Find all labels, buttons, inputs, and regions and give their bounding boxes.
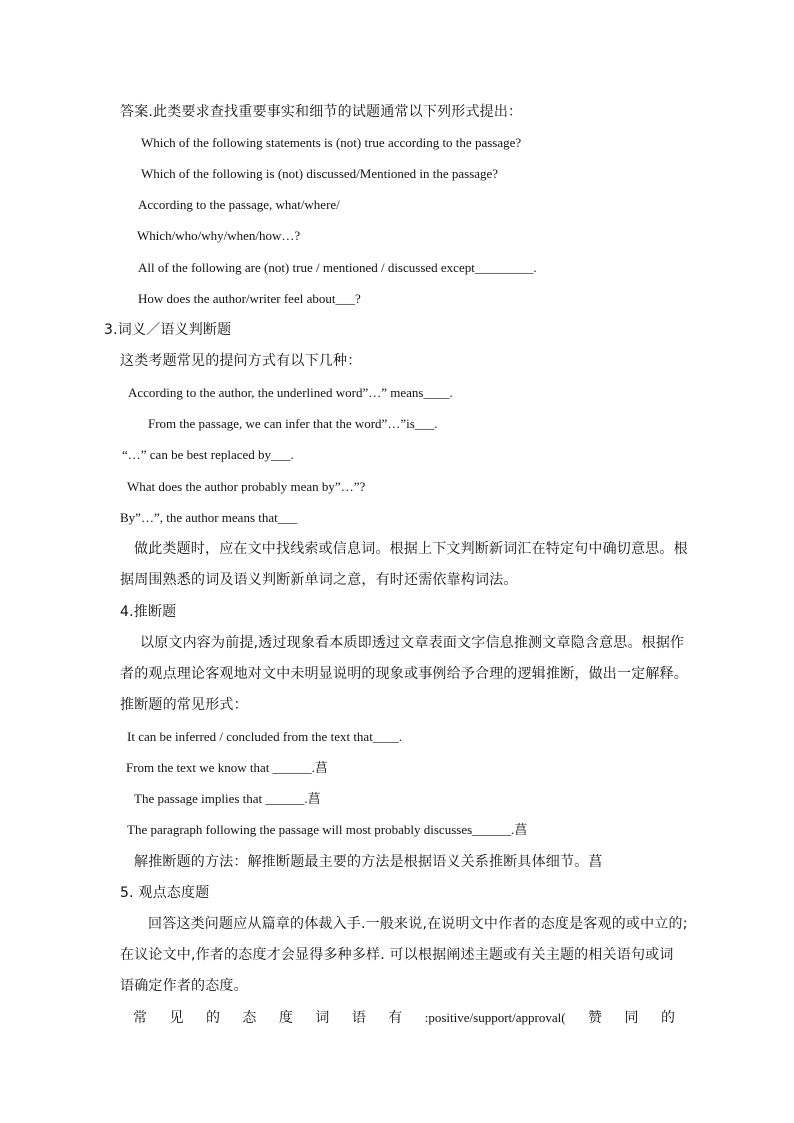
section-5-paragraph-line-3: 语确定作者的态度。 <box>120 978 248 994</box>
word-question-3: “…” can be best replaced by___. <box>122 447 294 462</box>
section-4-paragraph-line-2: 者的观点理论客观地对文中未明显说明的现象或事例给予合理的逻辑推断，做出一定解释。 <box>120 666 688 682</box>
question-form-6: How does the author/writer feel about___? <box>138 291 361 306</box>
question-form-2: Which of the following is (not) discussed/Mentioned in the passage? <box>141 166 499 181</box>
section-3-intro: 这类考题常见的提问方式有以下几种： <box>120 353 362 369</box>
answer-intro-line: 答案.此类要求查找重要事实和细节的试题通常以下列形式提出： <box>120 104 523 120</box>
justified-word: 语 <box>351 1010 366 1026</box>
word-question-1: According to the author, the underlined word”…” means____. <box>128 385 453 400</box>
inference-form-2: From the text we know that ______.菖 <box>126 760 328 775</box>
question-form-1: Which of the following statements is (not) true according to the passage? <box>141 135 522 150</box>
justified-word: 常 <box>133 1010 147 1026</box>
section-heading-3: 3.词义／语义判断题 <box>104 322 232 338</box>
justified-word: 同 <box>624 1010 639 1026</box>
justified-word: 度 <box>278 1010 293 1026</box>
section-4-paragraph-line-1: 以原文内容为前提,透过现象看本质即透过文章表面文字信息推测文章隐含意思。根据作 <box>140 635 685 651</box>
section-5-paragraph-line-2: 在议论文中,作者的态度才会显得多种多样. 可以根据阐述主题或有关主题的相关语句或词 <box>120 947 674 963</box>
justified-word: :positive/support/approval( <box>424 1010 566 1025</box>
word-question-4: What does the author probably mean by”…”? <box>127 479 366 494</box>
word-question-5: By”…”, the author means that___ <box>120 510 298 525</box>
justified-word: 的 <box>660 1010 675 1026</box>
inference-form-1: It can be inferred / concluded from the text that____. <box>127 729 403 744</box>
question-form-4: Which/who/why/when/how…? <box>137 228 301 243</box>
section-3-paragraph-line-1: 做此类题时，应在文中找线索或信息词。根据上下文判断新词汇在特定句中确切意思。根 <box>134 541 688 557</box>
question-form-3: According to the passage, what/where/ <box>138 197 340 212</box>
section-5-paragraph-line-1: 回答这类问题应从篇章的体裁入手.一般来说,在说明文中作者的态度是客观的或中立的; <box>148 916 688 932</box>
justified-word: 态 <box>242 1010 257 1026</box>
section-heading-4: 4.推断题 <box>120 604 177 620</box>
justified-word: 的 <box>205 1010 220 1026</box>
inference-form-3: The passage implies that ______.菖 <box>134 791 321 806</box>
section-3-paragraph-line-2: 据周围熟悉的词及语义判断新单词之意，有时还需依靠构词法。 <box>120 572 518 588</box>
question-form-5: All of the following are (not) true / mentioned / discussed except_________. <box>138 260 537 275</box>
section-heading-5: 5. 观点态度题 <box>120 885 210 901</box>
section-4-paragraph-line-3: 推断题的常见形式： <box>120 697 248 713</box>
justified-word: 词 <box>315 1010 330 1026</box>
inference-method: 解推断题的方法：解推断题最主要的方法是根据语义关系推断具体细节。菖 <box>134 854 603 870</box>
inference-form-4: The paragraph following the passage will most probably discusses______.菖 <box>127 822 528 837</box>
justified-word: 有 <box>388 1010 403 1026</box>
justified-word: 赞 <box>588 1010 603 1026</box>
word-question-2: From the passage, we can infer that the word”…”is___. <box>148 416 438 431</box>
attitude-words-line <box>133 1009 675 1027</box>
justified-word: 见 <box>169 1010 184 1026</box>
